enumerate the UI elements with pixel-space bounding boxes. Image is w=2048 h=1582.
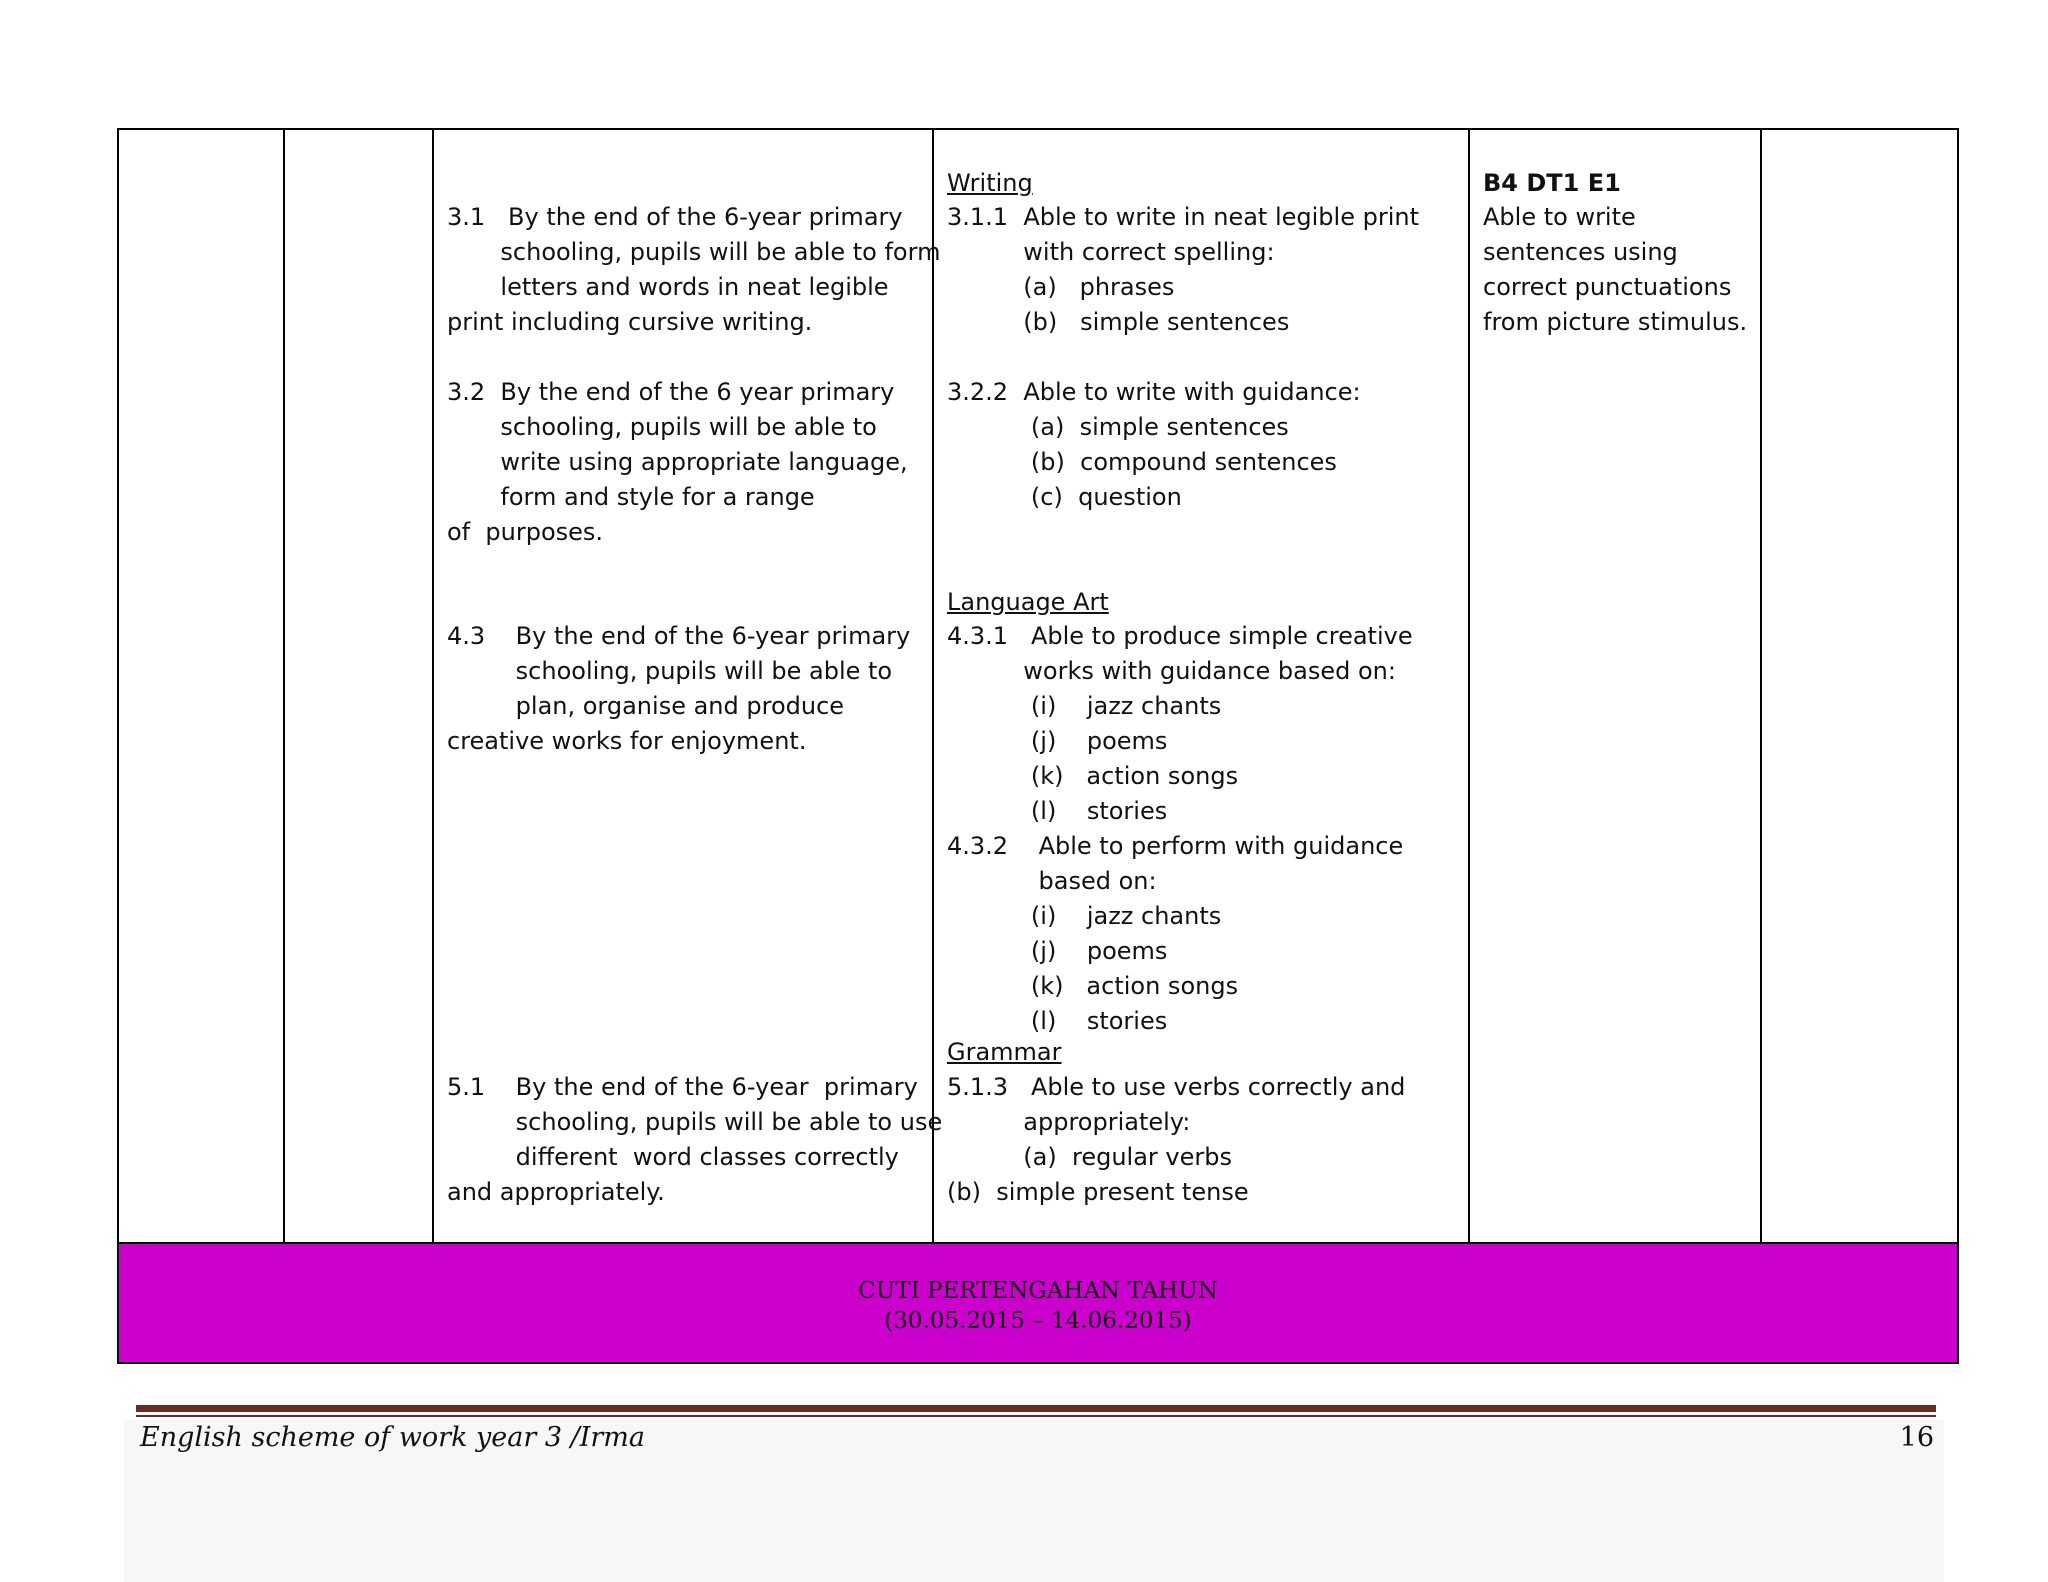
text-line: 4.3.1 Able to produce simple creative	[947, 622, 1413, 650]
holiday-banner	[119, 1242, 1957, 1362]
holiday-title: CUTI PERTENGAHAN TAHUN	[858, 1278, 1218, 1304]
text-line: schooling, pupils will be able to form	[447, 238, 941, 266]
text-line: (a) regular verbs	[947, 1143, 1232, 1171]
text-line: (c) question	[947, 483, 1182, 511]
text-line: letters and words in neat legible	[447, 273, 889, 301]
text-line: 5.1.3 Able to use verbs correctly and	[947, 1073, 1406, 1101]
objective-4-3-2	[947, 829, 1403, 1039]
objective-3-2-2	[947, 375, 1361, 515]
standard-5-1	[447, 1070, 942, 1210]
text-line: write using appropriate language,	[447, 448, 908, 476]
text-line: (a) phrases	[947, 273, 1175, 301]
text-line: 3.2 By the end of the 6 year primary	[447, 378, 895, 406]
text-line: with correct spelling:	[947, 238, 1275, 266]
objective-4-3-1	[947, 619, 1413, 829]
evidence-text	[1483, 200, 1747, 340]
holiday-dates: (30.05.2015 – 14.06.2015)	[884, 1308, 1192, 1334]
text-line: appropriately:	[947, 1108, 1191, 1136]
writing-heading: Writing	[947, 169, 1033, 197]
evidence-cell	[1483, 130, 1755, 1240]
text-line: works with guidance based on:	[947, 657, 1396, 685]
standard-3-2	[447, 375, 908, 550]
text-line: (a) simple sentences	[947, 413, 1289, 441]
text-line: 5.1 By the end of the 6-year primary	[447, 1073, 918, 1101]
text-line: (b) compound sentences	[947, 448, 1337, 476]
text-line: (j) poems	[947, 937, 1168, 965]
text-line: correct punctuations	[1483, 273, 1732, 301]
objective-5-1-3	[947, 1070, 1405, 1210]
text-line: (j) poems	[947, 727, 1168, 755]
column-divider	[283, 130, 285, 1244]
page-number: 16	[1899, 1422, 1934, 1453]
text-line: based on:	[947, 867, 1157, 895]
text-line: plan, organise and produce	[447, 692, 845, 720]
text-line: (b) simple present tense	[947, 1178, 1249, 1206]
grammar-heading: Grammar	[947, 1038, 1062, 1066]
footer-rule-thin	[136, 1415, 1936, 1417]
evidence-code: B4 DT1 E1	[1483, 169, 1621, 197]
text-line: (i) jazz chants	[947, 902, 1222, 930]
learning-standards-cell	[947, 130, 1462, 1240]
text-line: 3.2.2 Able to write with guidance:	[947, 378, 1361, 406]
text-line: schooling, pupils will be able to	[447, 657, 893, 685]
text-line: Able to write	[1483, 203, 1636, 231]
text-line: (l) stories	[947, 797, 1168, 825]
text-line: (i) jazz chants	[947, 692, 1222, 720]
text-line: from picture stimulus.	[1483, 308, 1748, 336]
text-line: 3.1.1 Able to write in neat legible print	[947, 203, 1419, 231]
column-divider	[432, 130, 434, 1244]
text-line: 4.3.2 Able to perform with guidance	[947, 832, 1404, 860]
footer-rule	[136, 1405, 1936, 1412]
text-line: of purposes.	[447, 518, 604, 546]
text-line: 3.1 By the end of the 6-year primary	[447, 203, 903, 231]
text-line: creative works for enjoyment.	[447, 727, 807, 755]
text-line: form and style for a range	[447, 483, 815, 511]
text-line: 4.3 By the end of the 6-year primary	[447, 622, 911, 650]
column-divider	[1468, 130, 1470, 1244]
objective-3-1-1	[947, 200, 1419, 340]
text-line: (k) action songs	[947, 762, 1239, 790]
standard-4-3	[447, 619, 910, 759]
text-line: (b) simple sentences	[947, 308, 1290, 336]
text-line: print including cursive writing.	[447, 308, 813, 336]
content-standards-cell	[447, 130, 943, 1240]
scheme-table	[117, 128, 1959, 1364]
text-line: schooling, pupils will be able to	[447, 413, 877, 441]
text-line: different word classes correctly	[447, 1143, 899, 1171]
column-divider	[1760, 130, 1762, 1244]
standard-3-1	[447, 200, 940, 340]
text-line: and appropriately.	[447, 1178, 665, 1206]
text-line: (k) action songs	[947, 972, 1239, 1000]
text-line: (l) stories	[947, 1007, 1168, 1035]
document-title: English scheme of work year 3 /Irma	[140, 1422, 645, 1453]
text-line: schooling, pupils will be able to use	[447, 1108, 943, 1136]
text-line: sentences using	[1483, 238, 1678, 266]
language-art-heading: Language Art	[947, 588, 1109, 616]
